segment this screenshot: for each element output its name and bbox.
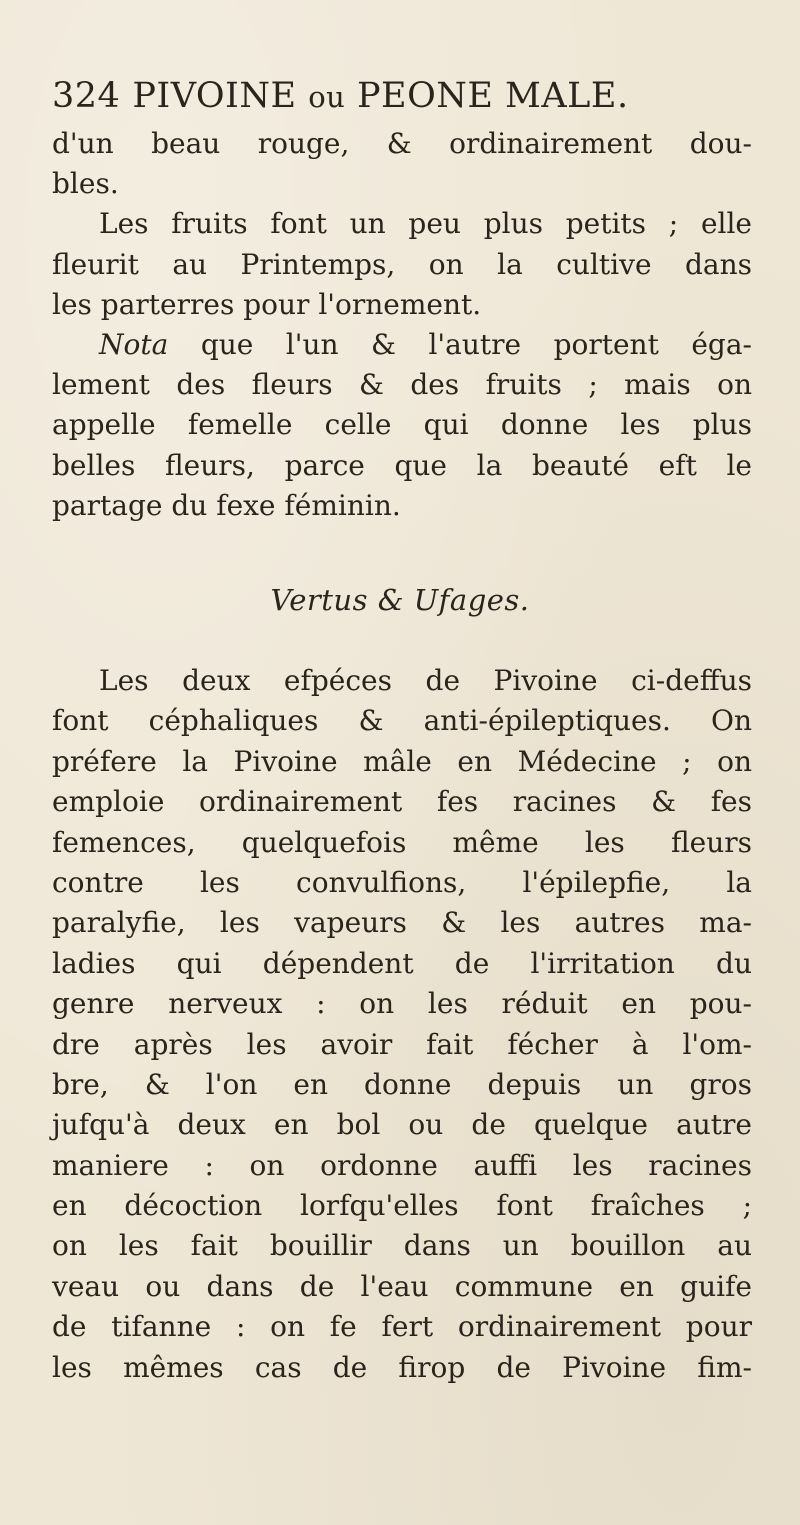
text-line: font céphaliques & anti-épileptiques. On bbox=[52, 704, 752, 738]
page-number: 324 bbox=[52, 76, 121, 116]
text-line: les parterres pour l'ornement. bbox=[52, 287, 482, 321]
text-line: fleurit au Printemps, on la cultive dans bbox=[52, 247, 752, 281]
paragraph-description bbox=[52, 124, 752, 526]
text-line: genre nerveux : on les réduit en pou- bbox=[52, 987, 752, 1021]
text-line: ladies qui dépendent de l'irritation du bbox=[52, 946, 752, 980]
text-line: veau ou dans de l'eau commune en guife bbox=[52, 1269, 752, 1303]
text-line: belles fleurs, parce que la beauté eft le bbox=[52, 448, 752, 482]
text-line: lement des fleurs & des fruits ; mais on bbox=[52, 368, 752, 402]
section-heading: Vertus & Ufages. bbox=[270, 583, 530, 617]
text-line: Les deux efpéces de Pivoine ci-deffus bbox=[99, 664, 752, 697]
running-head bbox=[52, 74, 752, 118]
running-title-main: PIVOINE bbox=[132, 76, 297, 116]
text-line: jufqu'à deux en bol ou de quelque autre bbox=[52, 1108, 752, 1142]
paragraph-virtues bbox=[52, 661, 752, 1388]
text-line: maniere : on ordonne auffi les racines bbox=[52, 1148, 752, 1182]
text-line: en décoction lorfqu'elles font fraîches ; bbox=[52, 1189, 752, 1223]
text-line-nota bbox=[52, 325, 752, 365]
running-title-rest: PEONE MALE. bbox=[356, 76, 629, 116]
text-line: partage du fexe féminin. bbox=[52, 488, 401, 522]
text-line: emploie ordinairement fes racines & fes bbox=[52, 785, 752, 819]
text-line: appelle femelle celle qui donne les plus bbox=[52, 408, 752, 442]
text-line: femences, quelquefois même les fleurs bbox=[52, 825, 752, 859]
text-line: contre les convulfions, l'épilepfie, la bbox=[52, 865, 752, 899]
nota-line-text: que l'un & l'autre portent éga- bbox=[200, 327, 752, 361]
text-line: bles. bbox=[52, 167, 119, 201]
nota-word: Nota bbox=[99, 327, 169, 361]
text-line: dre après les avoir fait fécher à l'om- bbox=[52, 1027, 752, 1061]
text-line: de tifanne : on fe fert ordinairement pour bbox=[52, 1310, 752, 1344]
text-line: d'un beau rouge, & ordinairement dou- bbox=[52, 127, 752, 160]
text-line: Les fruits font un peu plus petits ; elle bbox=[99, 207, 752, 241]
text-line: préfere la Pivoine mâle en Médecine ; on bbox=[52, 744, 752, 778]
running-title-connector: ou bbox=[308, 80, 346, 114]
text-line: bre, & l'on en donne depuis un gros bbox=[52, 1067, 752, 1101]
text-line: les mêmes cas de firop de Pivoine fim- bbox=[52, 1350, 752, 1384]
text-line: on les fait bouillir dans un bouillon au bbox=[52, 1229, 752, 1263]
text-line: paralyfie, les vapeurs & les autres ma- bbox=[52, 906, 752, 940]
